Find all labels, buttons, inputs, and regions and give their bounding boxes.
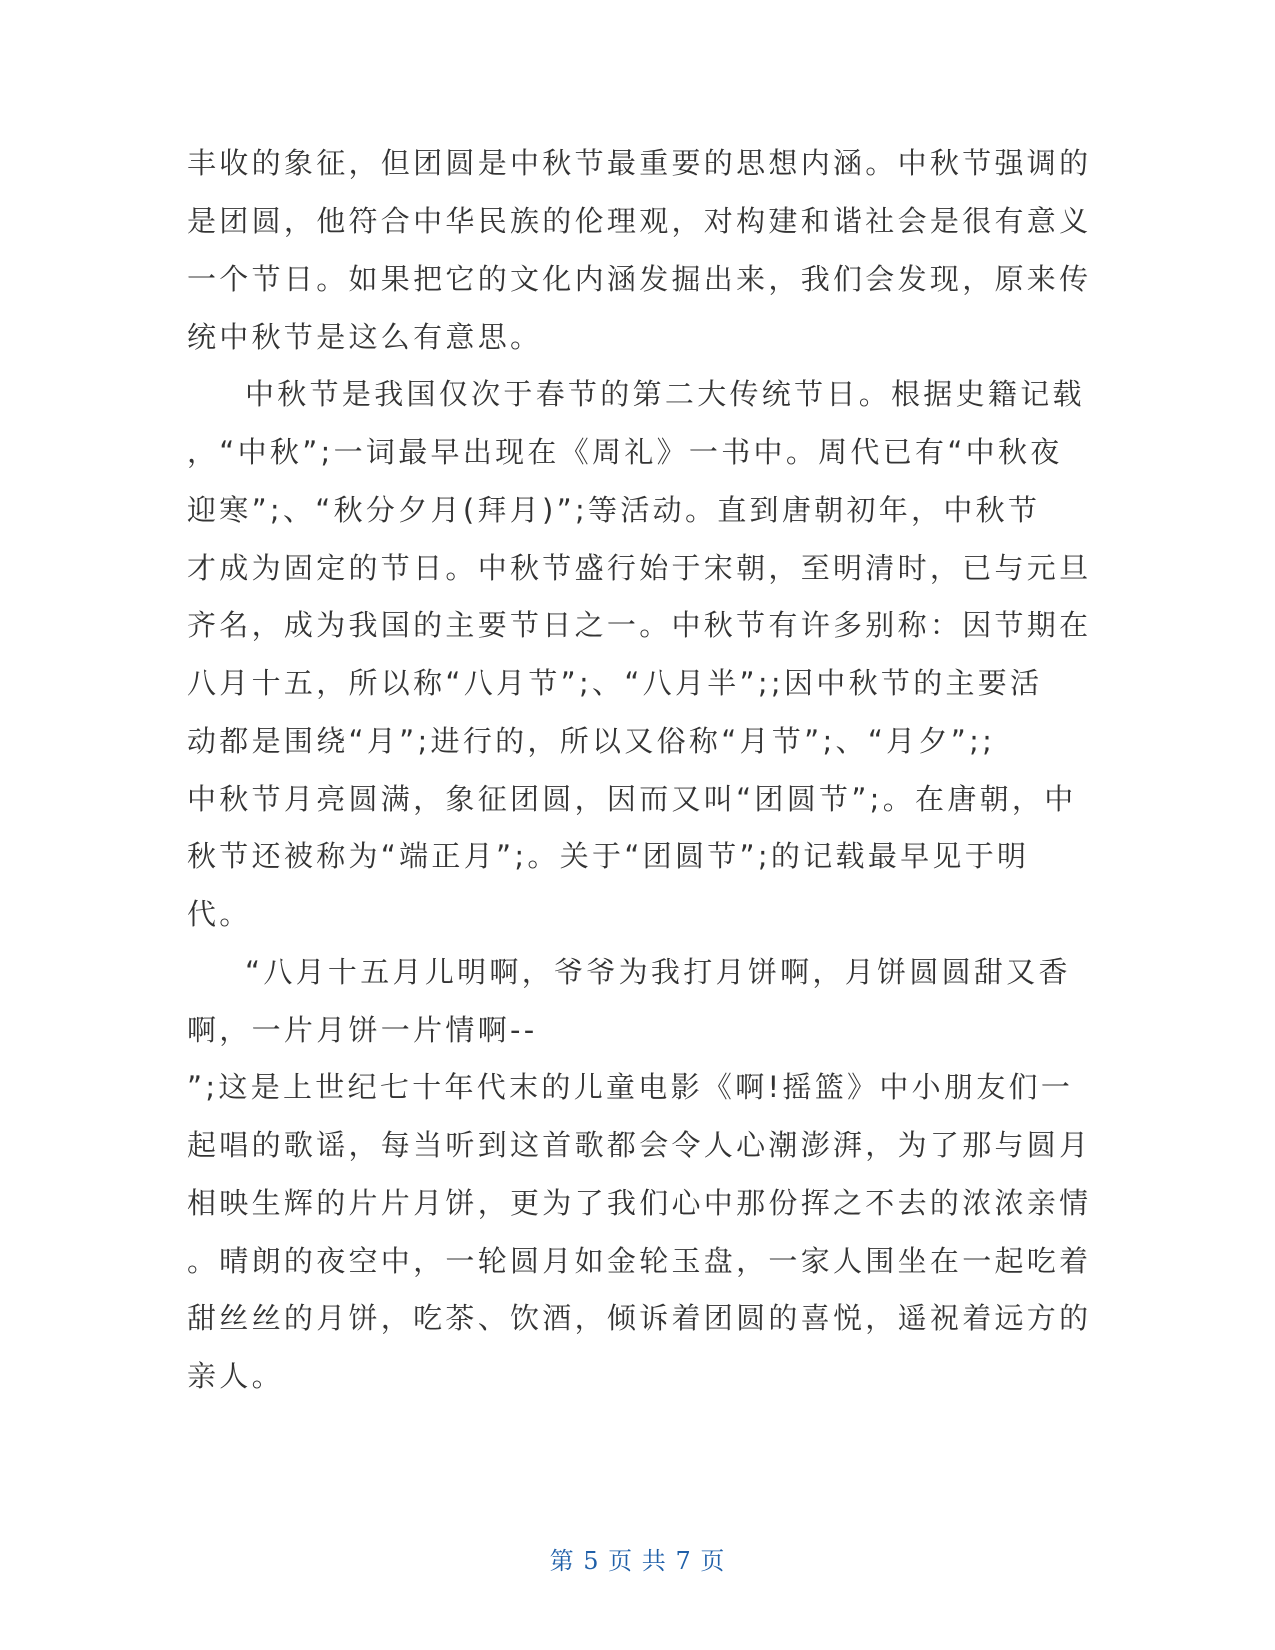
page-footer: [0, 1546, 1275, 1576]
paragraph-1-line-1: 丰收的象征，但团圆是中秋节最重要的思想内涵。中秋节强调的: [187, 146, 1092, 180]
paragraph-2-line-5: 齐名，成为我国的主要节日之一。中秋节有许多别称：因节期在: [187, 608, 1092, 642]
paragraph-2-line-8: 中秋节月亮圆满，象征团圆，因而又叫“团圆节”;。在唐朝，中: [187, 782, 1077, 816]
paragraph-3-line-8: 亲人。: [187, 1359, 284, 1393]
paragraph-1-line-4: 统中秋节是这么有意思。: [187, 320, 543, 354]
paragraph-3-line-2: 啊，一片月饼一片情啊--: [187, 1013, 538, 1047]
paragraph-1-line-3: 一个节日。如果把它的文化内涵发掘出来，我们会发现，原来传: [187, 262, 1092, 296]
paragraph-2-line-4: 才成为固定的节日。中秋节盛行始于宋朝，至明清时，已与元旦: [187, 551, 1092, 585]
paragraph-2-line-3: 迎寒”;、“秋分夕月(拜月)”;等活动。直到唐朝初年，中秋节: [187, 493, 1041, 527]
paragraph-2-line-7: 动都是围绕“月”;进行的，所以又俗称“月节”;、“月夕”;;: [187, 724, 996, 758]
paragraph-3-line-7: 甜丝丝的月饼，吃茶、饮酒，倾诉着团圆的喜悦，遥祝着远方的: [187, 1301, 1092, 1335]
paragraph-2-line-2: ，“中秋”;一词最早出现在《周礼》一书中。周代已有“中秋夜: [187, 435, 1063, 469]
paragraph-2-line-9: 秋节还被称为“端正月”;。关于“团圆节”;的记载最早见于明: [187, 839, 1030, 873]
paragraph-2-line-1: 中秋节是我国仅次于春节的第二大传统节日。根据史籍记载: [245, 377, 1085, 411]
total-page-number: 7: [675, 1547, 692, 1575]
current-page-number: 5: [583, 1547, 600, 1575]
paragraph-2-line-10: 代。: [187, 897, 252, 931]
paragraph-2-line-6: 八月十五，所以称“八月节”;、“八月半”;;因中秋节的主要活: [187, 666, 1043, 700]
paragraph-3-line-6: 。晴朗的夜空中，一轮圆月如金轮玉盘，一家人围坐在一起吃着: [187, 1244, 1092, 1278]
paragraph-3-line-5: 相映生辉的片片月饼，更为了我们心中那份挥之不去的浓浓亲情: [187, 1186, 1092, 1220]
paragraph-1-line-2: 是团圆，他符合中华民族的伦理观，对构建和谐社会是很有意义: [187, 204, 1092, 238]
paragraph-3-line-3: ”;这是上世纪七十年代末的儿童电影《啊!摇篮》中小朋友们一: [187, 1070, 1074, 1104]
footer-suffix: 页: [700, 1547, 726, 1575]
footer-prefix: 第: [549, 1547, 575, 1575]
paragraph-3-line-1: “八月十五月儿明啊，爷爷为我打月饼啊，月饼圆圆甜又香: [245, 955, 1071, 989]
paragraph-3-line-4: 起唱的歌谣，每当听到这首歌都会令人心潮澎湃，为了那与圆月: [187, 1128, 1092, 1162]
footer-middle: 页 共: [608, 1547, 667, 1575]
